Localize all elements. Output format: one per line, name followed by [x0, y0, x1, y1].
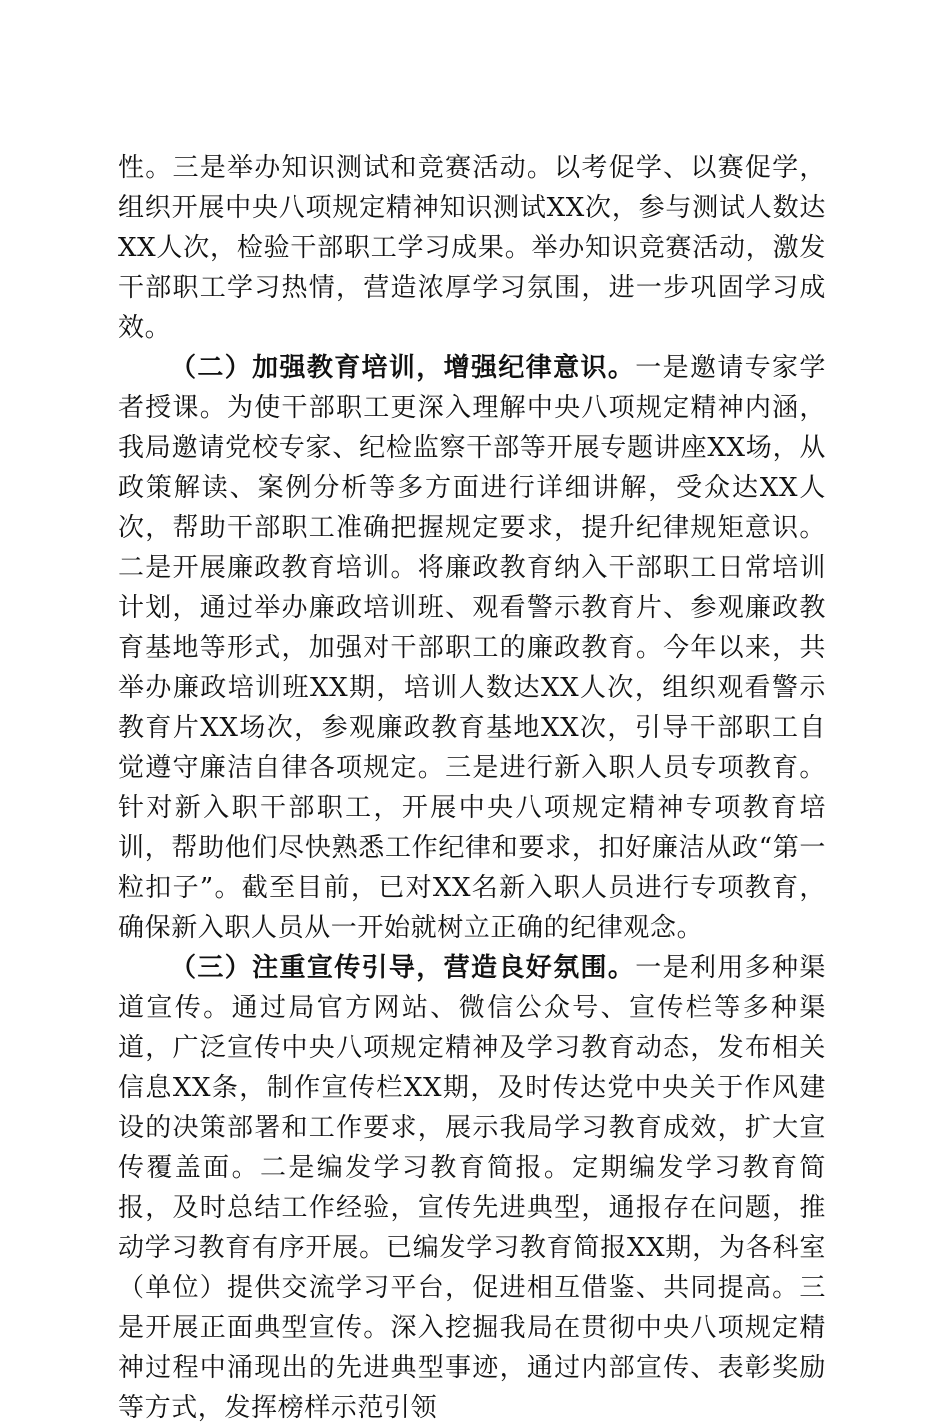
paragraph-section-two	[118, 348, 826, 948]
document-body	[118, 148, 826, 1428]
section-heading-two: （二）加强教育培训，增强纪律意识。	[170, 353, 636, 383]
paragraph-section-three	[118, 948, 826, 1428]
paragraph-text: 一是邀请专家学者授课。为使干部职工更深入理解中央八项规定精神内涵，我局邀请党校专家、纪检监察干部等开展专题讲座XX场，从政策解读、案例分析等多方面进行详细讲解，受众达XX人次，帮助干部职工准确把握规定要求，提升纪律规矩意识。二是开展廉政教育培训。将廉政教育纳入干部职工日常培训计划，通过举办廉政培训班、观看警示教育片、参观廉政教育基地等形式，加强对干部职工的廉政教育。今年以来，共举办廉政培训班XX期，培训人数达XX人次，组织观看警示教育片XX场次，参观廉政教育基地XX次，引导干部职工自觉遵守廉洁自律各项规定。三是进行新入职人员专项教育。针对新入职干部职工，开展中央八项规定精神专项教育培训，帮助他们尽快熟悉工作纪律和要求，扣好廉洁从政“第一粒扣子”。截至目前，已对XX名新入职人员进行专项教育，确保新入职人员从一开始就树立正确的纪律观念。	[118, 353, 827, 943]
section-heading-three: （三）注重宣传引导，营造良好氛围。	[170, 953, 636, 983]
paragraph-continuation	[118, 148, 826, 348]
paragraph-text: 一是利用多种渠道宣传。通过局官方网站、微信公众号、宣传栏等多种渠道，广泛宣传中央八项规定精神及学习教育动态，发布相关信息XX条，制作宣传栏XX期，及时传达党中央关于作风建设的决策部署和工作要求，展示我局学习教育成效，扩大宣传覆盖面。二是编发学习教育简报。定期编发学习教育简报，及时总结工作经验，宣传先进典型，通报存在问题，推动学习教育有序开展。已编发学习教育简报XX期，为各科室（单位）提供交流学习平台，促进相互借鉴、共同提高。三是开展正面典型宣传。深入挖掘我局在贯彻中央八项规定精神过程中涌现出的先进典型事迹，通过内部宣传、表彰奖励等方式，发挥榜样示范引领	[118, 953, 827, 1423]
paragraph-text: 性。三是举办知识测试和竞赛活动。以考促学、以赛促学，组织开展中央八项规定精神知识测试XX次，参与测试人数达XX人次，检验干部职工学习成果。举办知识竞赛活动，激发干部职工学习热情，营造浓厚学习氛围，进一步巩固学习成效。	[118, 153, 826, 343]
